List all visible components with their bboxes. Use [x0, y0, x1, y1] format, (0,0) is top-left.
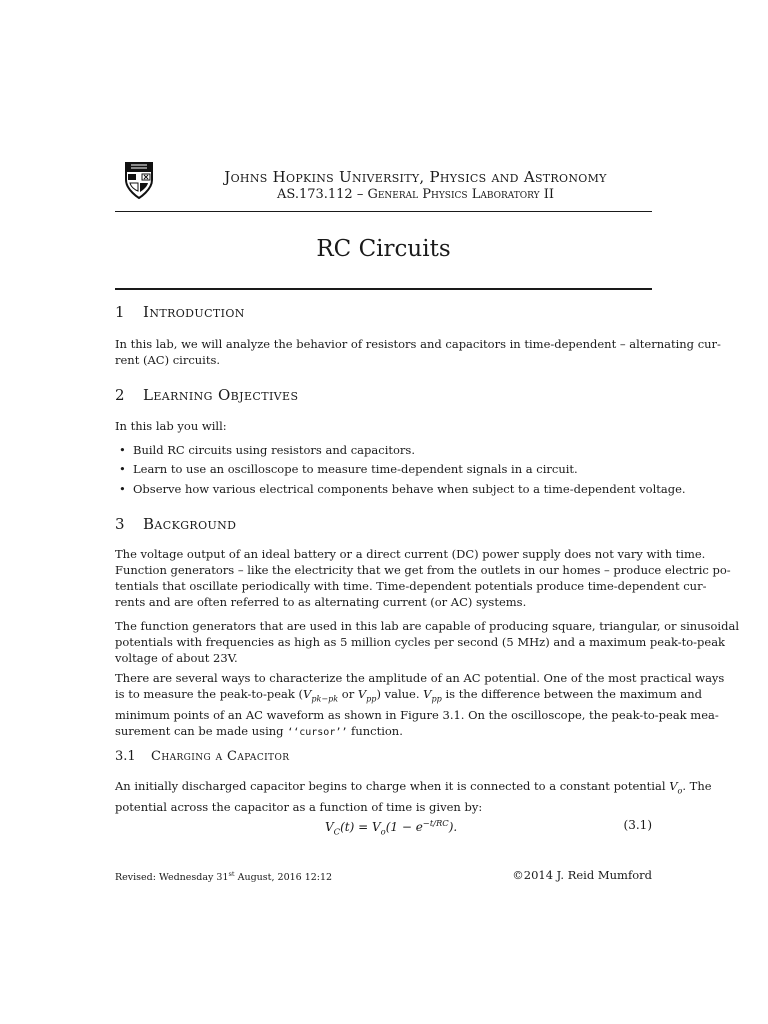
text-line: voltage of about 23V.	[115, 651, 238, 665]
document-header	[115, 156, 652, 206]
section-title: Background	[143, 515, 237, 533]
math-subscript: pp	[366, 694, 377, 704]
course-name: AS.173.112 – General Physics Laboratory II	[276, 187, 554, 202]
subsection-title: Charging a Capacitor	[151, 749, 290, 764]
text-line: potential across the capacitor as a function of time is given by:	[115, 800, 483, 815]
text-run: surement can be made using	[115, 724, 288, 739]
section-heading-objectives	[115, 386, 298, 404]
background-paragraph-2	[115, 618, 739, 666]
math-exponent: −t/RC	[422, 818, 449, 828]
section-number: 1	[115, 303, 125, 321]
text-sup: st	[228, 870, 235, 878]
math-subscript: o	[677, 786, 683, 796]
math-symbol: V	[371, 820, 381, 834]
text-run: August, 2016 12:12	[234, 872, 333, 884]
math-subscript: o	[380, 826, 386, 837]
objectives-lead	[115, 418, 652, 434]
charging-paragraph	[115, 778, 712, 815]
text-run: is to measure the peak-to-peak (	[115, 687, 303, 701]
subsection-heading-charging	[115, 749, 289, 764]
code-text: ‘‘cursor’’	[287, 727, 348, 739]
math-subscript: pk−pk	[311, 694, 339, 704]
text-run: function.	[347, 724, 403, 739]
university-shield-icon	[123, 160, 155, 200]
header-rule	[115, 211, 652, 212]
subsection-number: 3.1	[115, 749, 136, 764]
section-heading-introduction	[115, 303, 245, 321]
text-run: . The	[682, 779, 712, 793]
list-item: • Learn to use an oscilloscope to measure time-dependent signals in a circuit.	[133, 462, 578, 476]
revision-date	[115, 870, 332, 883]
text-run: ) value.	[376, 687, 424, 701]
section-heading-background	[115, 515, 236, 533]
text-run: An initially discharged capacitor begins to charge when it is connected to a constant potential	[115, 779, 670, 793]
copyright: ©2014 J. Reid Mumford	[512, 868, 652, 882]
math-text: ).	[448, 820, 458, 834]
text-line: In this lab, we will analyze the behavior of resistors and capacitors in time-dependent – alternating cur-	[115, 337, 721, 351]
math-symbol: V	[325, 820, 334, 834]
title-rule	[115, 288, 652, 290]
section-title: Learning Objectives	[143, 386, 299, 404]
text-run: Revised: Wednesday 31	[115, 872, 229, 884]
math-symbol: V	[357, 687, 367, 701]
university-name: Johns Hopkins University, Physics and Astronomy	[224, 168, 607, 186]
math-subscript: C	[333, 826, 341, 837]
math-text: (1 − e	[385, 820, 423, 834]
text-line	[115, 723, 652, 741]
text-run: or	[338, 687, 358, 701]
section-number: 2	[115, 386, 125, 404]
math-symbol: V	[423, 687, 432, 701]
text-line: Function generators – like the electricity that we get from the outlets in our homes – produce electric po-	[115, 563, 731, 577]
equation-number: (3.1)	[623, 818, 652, 832]
text-line: rent (AC) circuits.	[115, 353, 221, 367]
section-title: Introduction	[143, 303, 245, 321]
math-text: (t) =	[340, 820, 372, 834]
math-symbol: V	[669, 779, 678, 793]
text-line: There are several ways to characterize the amplitude of an AC potential. One of the most practical ways	[115, 671, 725, 685]
document-title: RC Circuits	[316, 236, 451, 262]
math-symbol: V	[303, 687, 312, 701]
list-item: • Build RC circuits using resistors and capacitors.	[133, 443, 415, 457]
math-subscript: pp	[431, 694, 442, 704]
text-line: The function generators that are used in this lab are capable of producing square, triangular, or sinusoidal	[115, 619, 739, 633]
text-line	[115, 778, 712, 799]
list-item: • Observe how various electrical components behave when subject to a time-dependent voltage.	[133, 482, 686, 496]
text-line: rents and are often referred to as alternating current (or AC) systems.	[115, 595, 527, 609]
section-number: 3	[115, 515, 125, 533]
text-line	[115, 686, 703, 707]
text-line: potentials with frequencies as high as 5 million cycles per second (5 MHz) and a maximum peak-to-peak	[115, 635, 726, 649]
text-run: is the difference between the maximum and	[441, 687, 703, 701]
introduction-paragraph	[115, 336, 721, 368]
background-paragraph-1	[115, 546, 731, 610]
equation-body	[325, 818, 457, 836]
text-line: tentials that oscillate periodically with time. Time-dependent potentials produce time-dependent cur-	[115, 579, 707, 593]
background-paragraph-3	[115, 670, 725, 741]
text-line: minimum points of an AC waveform as shown in Figure 3.1. On the oscilloscope, the peak-to-peak mea-	[115, 708, 719, 723]
text-line: In this lab you will:	[115, 419, 227, 433]
text-line: The voltage output of an ideal battery or a direct current (DC) power supply does not vary with time.	[115, 547, 706, 561]
